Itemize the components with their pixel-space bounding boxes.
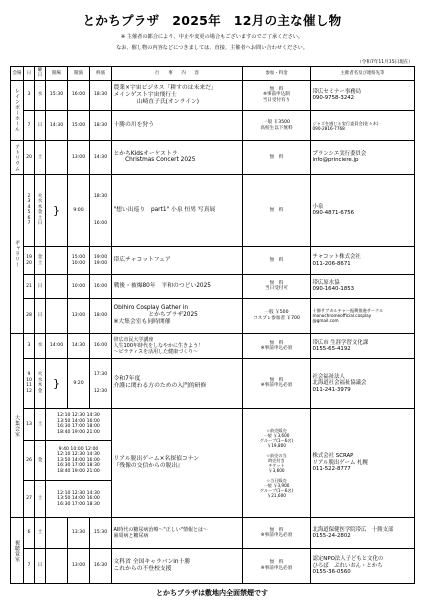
day-value: 20: [26, 260, 32, 266]
weekday-value: 土: [37, 260, 43, 266]
row-open: [46, 518, 68, 548]
day-value: 5: [27, 210, 31, 216]
row-fee: ☆前売販売 一般 ￥3,600 グループ(1～6名) ￥19,800 ☆前売の当 時売付き チケット ￥3,600 ☆当日販売 一般 ￥3,900 グループ(1～6名) ￥21,600: [243, 408, 311, 518]
row-open: 15:30: [46, 80, 68, 110]
weekday-value: 金: [37, 388, 43, 394]
venue-gallery: ギャラリー: [11, 174, 24, 333]
row-day: 27: [24, 480, 35, 517]
end-value: 16:00: [93, 221, 108, 227]
table-row: [11, 408, 415, 441]
table-row: [11, 141, 415, 174]
brace-icon: }: [46, 359, 68, 408]
row-day: 26: [24, 441, 35, 481]
day-value: 9: [27, 372, 31, 378]
row-start: 13:00: [68, 141, 90, 174]
row-end: 15:30: [90, 518, 112, 548]
venue-av-room: 視聴覚室: [11, 518, 24, 584]
weekday-value: 日: [37, 221, 43, 227]
day-value: 2: [27, 193, 31, 199]
row-open: 14:00: [46, 333, 68, 359]
weekday-value: 木: [37, 383, 43, 389]
row-fee: 無 料: [243, 174, 311, 247]
row-organizer: チャコット株式会社 011-206-8671: [311, 247, 415, 275]
row-organizer: 帯広セミナー事務局 090-9758-3242: [311, 80, 415, 110]
row-organizer: 社会福祉法人 北海道社会福祉協議会 011-241-3979: [311, 359, 415, 408]
row-event: 帯広市民大学講座 人生100年時代をしなやかに生きよう！ ～ピラティスを活用した健康づくり～: [112, 333, 243, 359]
table-header-row: [11, 67, 415, 81]
row-event: 十勝の川を狩う: [112, 110, 243, 140]
table-row: [11, 518, 415, 548]
row-organizer: 十勝サブカルチャー振興推進サークル monochromeofficial.cosplay @gmail.com: [311, 298, 415, 333]
venue-rainbow-hall: レインボーホール: [11, 80, 24, 141]
day-value: 10: [26, 377, 32, 383]
day-value: 3: [27, 199, 31, 205]
as-of-date: （令和7年11月15日現在）: [357, 60, 413, 65]
row-start: 16:00: [68, 80, 90, 110]
row-end: 18:00: [90, 298, 112, 333]
row-fee: 無 料 ※事前申込必須: [243, 548, 311, 583]
weekday-value: 土: [37, 215, 43, 221]
page-title: とかちプラザ 2025年 12月の主な催し物: [82, 13, 342, 28]
row-organizer: 認定NPO法人子どもと文化の ひろば ぷれいおん・とかち 0155-36-0560: [311, 548, 415, 583]
row-weekday: 土: [35, 141, 46, 174]
row-times: 9:40 10:00 12:00 12:10 12:30 14:30 13:50 14:00 16:00 16:30 17:00 18:30 18:40 19:00 21:00: [46, 441, 112, 481]
row-organizer: 北海道保健医学院帯広 十勝支部 0155-24-2802: [311, 518, 415, 548]
row-end: 16:00: [90, 275, 112, 298]
row-weekdays: [35, 174, 46, 247]
table-row: [11, 110, 415, 140]
row-day: 3: [24, 80, 35, 110]
row-organizer: ジャズを感じる実行委員会(佐々木) 090-2816-7768: [311, 110, 415, 140]
row-event: 令和7年度 介護に関わる方のための入門的研修: [112, 359, 243, 408]
row-days: [24, 247, 35, 275]
row-organizer: 帯広原水協 090-1640-1853: [311, 275, 415, 298]
row-organizer: 小泉 090-4871-6756: [311, 174, 415, 247]
row-day: 7: [24, 548, 35, 583]
day-value: 7: [27, 221, 31, 227]
row-event: 農業×宇宙ビジネス「耕すのは未来だ」 メインゲスト宇宙飛行士 山崎直子氏(オンライン): [112, 80, 243, 110]
venue-large-meeting-room: 大集会室: [11, 333, 24, 518]
day-value: 11: [26, 383, 32, 389]
row-end: 16:00: [90, 333, 112, 359]
end-value: 18:30: [93, 193, 108, 199]
header-day: 日: [24, 67, 35, 81]
venue-atrium: アトリウム: [11, 141, 24, 174]
row-day: 13: [24, 408, 35, 441]
row-weekday: 金: [35, 441, 46, 481]
weekday-value: 木: [37, 204, 43, 210]
row-end: [90, 174, 112, 247]
row-weekday: 土: [35, 518, 46, 548]
row-organizer: プランシエ実行委員会 info@princiere.jp: [311, 141, 415, 174]
row-day: 28: [24, 298, 35, 333]
row-weekday: 日: [35, 548, 46, 583]
row-end: 18:30: [90, 80, 112, 110]
header-end: 終演: [90, 67, 112, 81]
day-value: 6: [27, 215, 31, 221]
weekday-value: 火: [37, 372, 43, 378]
row-end: [90, 247, 112, 275]
day-value: 12: [26, 388, 32, 394]
row-fee: 一般 ￥3500 高校生以下無料: [243, 110, 311, 140]
day-value: 4: [27, 204, 31, 210]
row-start: 10:00: [68, 275, 90, 298]
row-open: [46, 141, 68, 174]
header-organizer: 主催者名及び連絡先等: [311, 67, 415, 81]
row-fee: 無 料 当日受付可: [243, 275, 311, 298]
row-fee: 無 料 ※事前申込必須: [243, 359, 311, 408]
row-weekdays: [35, 247, 46, 275]
row-organizer: 帯広市 生涯学習文化課 0155-65-4192: [311, 333, 415, 359]
table-row: [11, 247, 415, 275]
no-smoking-footer: とかちプラザは敷地内全面禁煙です: [156, 589, 268, 597]
notice-line-2: なお、催し物の内容などにつきましては、直接、主催者へお問い合わせください。: [116, 45, 308, 51]
weekday-value: 水: [37, 199, 43, 205]
header-open: 開場: [46, 67, 68, 81]
table-row: [11, 548, 415, 583]
header-start: 開演: [68, 67, 90, 81]
row-weekday: 水: [35, 333, 46, 359]
row-organizer: 株式会社 SCRAP リアル脱出ゲーム 札幌 011-522-8777: [311, 408, 415, 518]
row-open: 14:30: [46, 110, 68, 140]
row-end: [90, 359, 112, 408]
row-weekday: 日: [35, 298, 46, 333]
row-start: 9:20: [68, 359, 90, 408]
row-start: 9:00: [68, 174, 90, 247]
row-start: 13:00: [68, 298, 90, 333]
header-fee: 参加・料金: [243, 67, 311, 81]
weekday-value: 火: [37, 193, 43, 199]
row-start: 14:30: [68, 333, 90, 359]
end-value: 12:30: [93, 389, 108, 395]
start-value: 10:00: [71, 260, 86, 266]
row-day: 20: [24, 141, 35, 174]
row-event: 文科省 全国キャラバンin十勝 これからの不登校支援: [112, 548, 243, 583]
table-row: [11, 275, 415, 298]
row-event: 帯広チャコットフェア: [112, 247, 243, 275]
row-days: [24, 174, 35, 247]
row-days: [24, 359, 35, 408]
header-venue: 会場: [11, 67, 24, 81]
row-weekday: 日: [35, 110, 46, 140]
row-fee: 無 料 ※事前申込必須: [243, 518, 311, 548]
end-value: 19:00: [93, 255, 108, 261]
table-row: [11, 298, 415, 333]
notice-line-1: ※ 主催者の都合により、中止や変更の場合もございますのでご了承ください。: [120, 34, 304, 40]
weekday-value: 金: [37, 210, 43, 216]
row-fee: 無 料: [243, 247, 311, 275]
row-weekday: 水: [35, 80, 46, 110]
row-start: 13:00: [68, 548, 90, 583]
row-event: AI時代の糖尿病治療～"正しい"情報とは～ 歯周病と糖尿病: [112, 518, 243, 548]
row-event: 戦後・被爆80年 平和のつどい2025: [112, 275, 243, 298]
weekday-value: 金: [37, 255, 43, 261]
table-row: [11, 80, 415, 110]
row-event: Obihiro Cosplay Gather in とかちプラザ2025 ※大集会室も同時開催: [112, 298, 243, 333]
row-fee: 一般 ￥500 コスプレ参加者 ￥700: [243, 298, 311, 333]
row-weekday: 日: [35, 275, 46, 298]
row-end: 16:30: [90, 548, 112, 583]
row-weekday: 土: [35, 480, 46, 517]
table-row: [11, 174, 415, 247]
row-times: 12:10 12:30 14:30 13:50 14:00 16:00 16:30 17:00 18:00 18:40 19:00 21:00: [46, 408, 112, 441]
weekday-value: 水: [37, 377, 43, 383]
schedule-table: [10, 66, 415, 584]
row-open: [46, 548, 68, 583]
row-start: 15:00: [68, 110, 90, 140]
table-row: [11, 359, 415, 408]
row-fee: 無 料 ※事前申込制 当日受付有り: [243, 80, 311, 110]
row-event: とかちKidsオーケストラ Christmas Concert 2025: [112, 141, 243, 174]
header-weekday: 曜日: [35, 67, 46, 81]
row-day: 21: [24, 275, 35, 298]
row-open: [46, 275, 68, 298]
row-start: 13:30: [68, 518, 90, 548]
row-open: [46, 298, 68, 333]
start-value: 15:00: [71, 255, 86, 261]
row-end: 14:30: [90, 141, 112, 174]
row-day: 3: [24, 333, 35, 359]
row-event: "想い出巡り part1" 小泉 恒男 写真展: [112, 174, 243, 247]
row-day: 7: [24, 110, 35, 140]
table-row: [11, 333, 415, 359]
row-event: リアル脱出ゲーム×名探偵コナン 『残像の交信からの脱出』: [112, 408, 243, 518]
row-fee: 無 料: [243, 141, 311, 174]
row-weekday: 土: [35, 408, 46, 441]
end-value: 19:00: [93, 260, 108, 266]
row-times: 12:10 12:30 14:30 13:50 14:00 16:00 16:30 17:00 18:30: [46, 480, 112, 517]
row-day: 6: [24, 518, 35, 548]
row-start: [68, 247, 90, 275]
header-event: 行 事 内 容: [112, 67, 243, 81]
day-value: 19: [26, 255, 32, 261]
brace-icon: }: [46, 174, 68, 247]
row-end: 18:30: [90, 110, 112, 140]
end-value: 17:30: [93, 371, 108, 377]
row-weekdays: [35, 359, 46, 408]
row-fee: 無 料 ※事前申込必須: [243, 333, 311, 359]
